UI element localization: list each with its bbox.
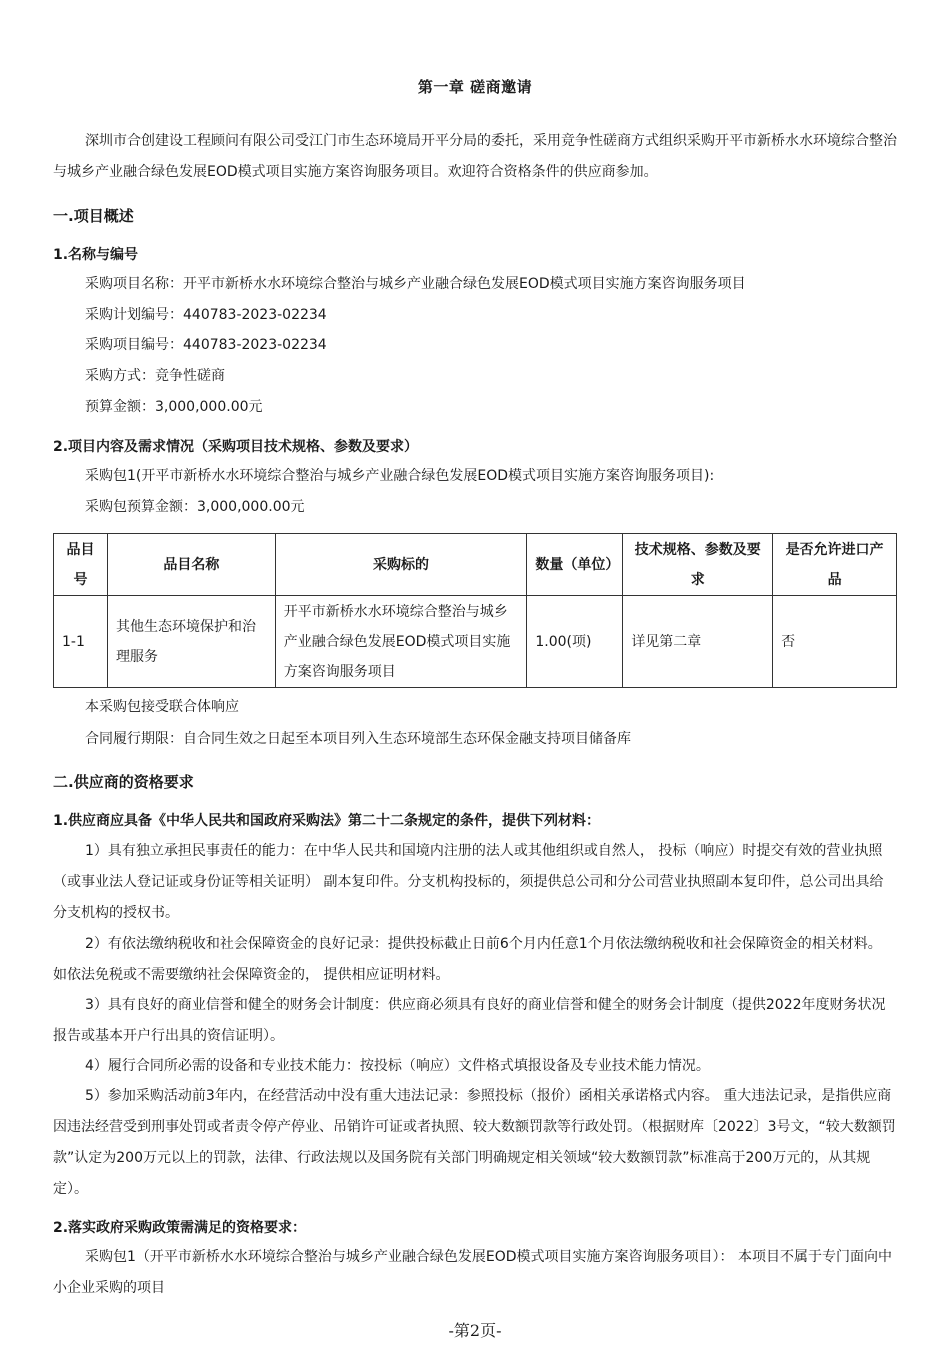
package-budget: 采购包预算金额：3,000,000.00元 (85, 499, 305, 515)
consortium-note: 本采购包接受联合体响应 (85, 699, 239, 715)
requirement-3: 3）具有良好的商业信誉和健全的财务会计制度：供应商必须具有良好的商业信誉和健全的财务会计制度（提供2022年度财务状况报告或基本开户行出具的资信证明）。 (53, 997, 886, 1044)
policy-requirement: 采购包1（开平市新桥水水环境综合整治与城乡产业融合绿色发展EOD模式项目实施方案咨询服务项目）： 本项目不属于专门面向中小企业采购的项目 (53, 1249, 892, 1296)
table-header: 采购标的 (275, 534, 527, 596)
items-table (53, 533, 897, 688)
table-header: 品目名称 (107, 534, 275, 596)
table-header: 品目号 (54, 534, 108, 596)
section-2-heading: 二.供应商的资格要求 (53, 773, 194, 791)
table-header-row (54, 534, 897, 596)
contract-period: 合同履行期限：自合同生效之日起至本项目列入生态环境部生态环保金融支持项目储备库 (85, 731, 631, 747)
table-cell: 开平市新桥水水环境综合整治与城乡产业融合绿色发展EOD模式项目实施方案咨询服务项目 (275, 596, 527, 688)
table-cell: 1-1 (54, 596, 108, 688)
table-cell: 否 (773, 596, 897, 688)
table-cell: 其他生态环境保护和治理服务 (107, 596, 275, 688)
table-row (54, 596, 897, 688)
table-header: 数量（单位） (527, 534, 623, 596)
requirement-5: 5）参加采购活动前3年内，在经营活动中没有重大违法记录：参照投标（报价）函相关承诺格式内容。 重大违法记录，是指供应商因违法经营受到刑事处罚或者责令停产停业、吊销许可证或者执照、较大数额罚款等行政处罚。（根据财库〔2022〕3号文，“较大数额罚款”认定为200万元以上的罚款，法律、行政法规以及国务院有关部门明确规定相关领域“较大数额罚款”标准高于200万元的，从其规定）。 (53, 1088, 896, 1197)
page-number: -第2页- (448, 1321, 502, 1340)
table-header: 技术规格、参数及要求 (623, 534, 773, 596)
plan-number: 采购计划编号：440783-2023-02234 (85, 307, 327, 323)
procurement-method: 采购方式：竞争性磋商 (85, 368, 225, 384)
requirement-4: 4）履行合同所必需的设备和专业技术能力：按投标（响应）文件格式填报设备及专业技术能力情况。 (85, 1058, 710, 1074)
section-2-2-heading: 2.落实政府采购政策需满足的资格要求： (53, 1220, 307, 1236)
intro-paragraph: 深圳市合创建设工程顾问有限公司受江门市生态环境局开平分局的委托，采用竞争性磋商方式组织采购开平市新桥水水环境综合整治与城乡产业融合绿色发展EOD模式项目实施方案咨询服务项目。欢迎符合资格条件的供应商参加。 (53, 133, 897, 180)
table-cell: 详见第二章 (623, 596, 773, 688)
section-2-1-heading: 1.供应商应具备《中华人民共和国政府采购法》第二十二条规定的条件，提供下列材料： (53, 813, 601, 829)
project-name: 采购项目名称：开平市新桥水水环境综合整治与城乡产业融合绿色发展EOD模式项目实施方案咨询服务项目 (85, 276, 746, 292)
section-1-1-heading: 1.名称与编号 (53, 247, 139, 263)
section-1-heading: 一.项目概述 (53, 207, 134, 225)
project-number: 采购项目编号：440783-2023-02234 (85, 337, 327, 353)
table-cell: 1.00(项) (527, 596, 623, 688)
chapter-title: 第一章 磋商邀请 (417, 78, 533, 96)
requirement-2: 2）有依法缴纳税收和社会保障资金的良好记录：提供投标截止日前6个月内任意1个月依法缴纳税收和社会保障资金的相关材料。 如依法免税或不需要缴纳社会保障资金的， 提供相应证明材料。 (53, 936, 882, 983)
budget-amount: 预算金额：3,000,000.00元 (85, 399, 263, 415)
package-description: 采购包1(开平市新桥水水环境综合整治与城乡产业融合绿色发展EOD模式项目实施方案咨询服务项目): (85, 468, 715, 484)
table-header: 是否允许进口产品 (773, 534, 897, 596)
section-1-2-heading: 2.项目内容及需求情况（采购项目技术规格、参数及要求） (53, 439, 419, 455)
requirement-1: 1）具有独立承担民事责任的能力：在中华人民共和国境内注册的法人或其他组织或自然人， 投标（响应）时提交有效的营业执照（或事业法人登记证或身份证等相关证明） 副本复印件。分支机构投标的，须提供总公司和分公司营业执照副本复印件，总公司出具给分支机构的授权书。 (53, 843, 884, 921)
